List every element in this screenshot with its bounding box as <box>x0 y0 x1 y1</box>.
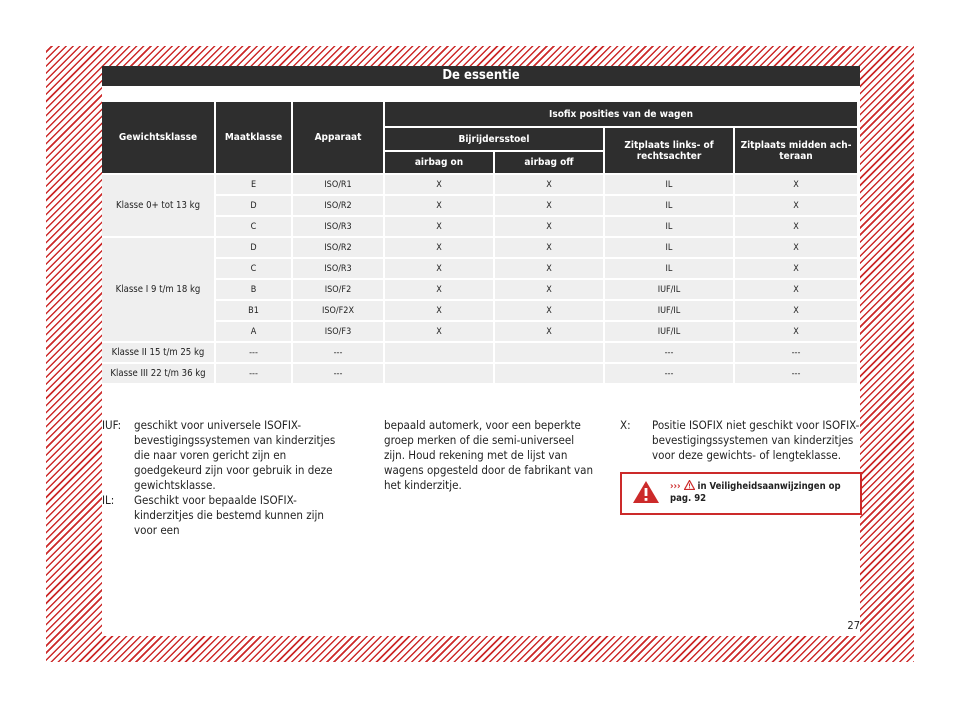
table-cell: X <box>735 280 857 299</box>
table-cell: X <box>735 196 857 215</box>
table-cell: IUF/IL <box>605 280 733 299</box>
table-cell: IL <box>605 175 733 194</box>
table-cell: ISO/F3 <box>293 322 383 341</box>
weight-class-cell: Klasse III 22 t/m 36 kg <box>102 364 214 383</box>
table-cell: X <box>495 259 603 278</box>
table-cell: IL <box>605 259 733 278</box>
header-passenger-seat: Bijrijdersstoel <box>385 128 603 150</box>
header-isofix-positions: Isofix posities van de wagen <box>385 102 857 126</box>
table-cell: ISO/R2 <box>293 238 383 257</box>
table-cell: B <box>216 280 291 299</box>
table-cell: X <box>735 259 857 278</box>
page-content <box>102 66 860 636</box>
weight-class-cell: Klasse 0+ tot 13 kg <box>102 175 214 236</box>
note-key: IL: <box>102 493 115 507</box>
weight-class-cell: Klasse II 15 t/m 25 kg <box>102 343 214 362</box>
note-text: geschikt voor universele ISOFIX-bevestigingssystemen van kinderzitjes die naar voren gericht zijn en goedgekeurd zijn voor gebruik in deze gewichtsklasse. <box>134 418 336 492</box>
table-cell: X <box>385 301 493 320</box>
table-cell: ISO/R3 <box>293 259 383 278</box>
table-cell: --- <box>293 343 383 362</box>
notes-column-2 <box>384 418 596 493</box>
note-text: Positie ISOFIX niet geschikt voor ISOFIX-bevestigingssystemen van kinderzitjes voor deze gewichts- of lengteklasse. <box>652 418 860 462</box>
note-iuf <box>102 418 342 493</box>
table-cell <box>385 364 493 383</box>
table-cell <box>495 343 603 362</box>
table-cell: ISO/R1 <box>293 175 383 194</box>
table-cell: X <box>495 238 603 257</box>
table-cell: IL <box>605 238 733 257</box>
table-cell: X <box>735 301 857 320</box>
table-cell: E <box>216 175 291 194</box>
table-cell: X <box>495 196 603 215</box>
table-cell: X <box>735 175 857 194</box>
note-text: Geschikt voor bepaalde ISOFIX-kinderzitjes die bestemd kunnen zijn voor een <box>134 493 324 537</box>
table-cell: ISO/F2 <box>293 280 383 299</box>
table-cell: X <box>735 217 857 236</box>
safety-reference-text[interactable] <box>670 480 855 505</box>
page-number: 27 <box>847 619 860 632</box>
header-rear-middle: Zitplaats midden ach-teraan <box>735 128 857 173</box>
table-cell: X <box>385 175 493 194</box>
table-row <box>102 364 857 383</box>
header-airbag-on: airbag on <box>385 152 493 173</box>
table-cell: --- <box>735 343 857 362</box>
warning-triangle-icon <box>632 480 660 504</box>
table-cell: IL <box>605 196 733 215</box>
table-cell: B1 <box>216 301 291 320</box>
table-row <box>102 196 857 215</box>
note-key: IUF: <box>102 418 122 432</box>
notes-column-1 <box>102 418 342 538</box>
header-airbag-off: airbag off <box>495 152 603 173</box>
table-cell: X <box>385 280 493 299</box>
table-cell: X <box>495 217 603 236</box>
notes-column-3 <box>620 418 860 463</box>
note-key: X: <box>620 418 631 432</box>
table-cell: X <box>735 322 857 341</box>
safety-reference-box <box>620 472 862 515</box>
table-cell: X <box>385 217 493 236</box>
header-rear-outer: Zitplaats links- of rechtsachter <box>605 128 733 173</box>
table-cell: X <box>385 259 493 278</box>
table-cell: C <box>216 217 291 236</box>
table-row <box>102 217 857 236</box>
table-row <box>102 301 857 320</box>
note-x <box>620 418 860 463</box>
table-cell: A <box>216 322 291 341</box>
section-header: De essentie <box>102 66 860 86</box>
reference-label: in Veiligheidsaanwijzingen op pag. 92 <box>670 481 841 504</box>
table-cell: IUF/IL <box>605 322 733 341</box>
small-warning-icon <box>684 480 695 490</box>
header-weight-class: Gewichtsklasse <box>102 102 214 173</box>
table-cell: X <box>495 322 603 341</box>
table-cell: D <box>216 238 291 257</box>
table-cell <box>385 343 493 362</box>
table-cell: IL <box>605 217 733 236</box>
table-cell: X <box>495 301 603 320</box>
table-row <box>102 322 857 341</box>
table-cell: --- <box>216 343 291 362</box>
weight-class-cell: Klasse I 9 t/m 18 kg <box>102 238 214 341</box>
table-cell: X <box>385 238 493 257</box>
table-cell: X <box>385 322 493 341</box>
header-device: Apparaat <box>293 102 383 173</box>
table-cell <box>495 364 603 383</box>
table-row <box>102 259 857 278</box>
table-cell: --- <box>605 343 733 362</box>
table-cell: --- <box>605 364 733 383</box>
header-size-class: Maatklasse <box>216 102 291 173</box>
table-cell: IUF/IL <box>605 301 733 320</box>
table-body <box>102 175 857 383</box>
table-cell: --- <box>735 364 857 383</box>
table-row <box>102 175 857 194</box>
table-cell: ISO/R2 <box>293 196 383 215</box>
note-il <box>102 493 342 538</box>
table-row <box>102 343 857 362</box>
table-cell: C <box>216 259 291 278</box>
table-cell: D <box>216 196 291 215</box>
table-cell: --- <box>293 364 383 383</box>
table-cell: X <box>385 196 493 215</box>
table-cell: --- <box>216 364 291 383</box>
table-cell: ISO/F2X <box>293 301 383 320</box>
arrows-icon: ››› <box>670 481 681 492</box>
table-cell: X <box>735 238 857 257</box>
isofix-table <box>100 100 859 385</box>
table-cell: X <box>495 175 603 194</box>
table-row <box>102 280 857 299</box>
table-row <box>102 238 857 257</box>
note-continuation: bepaald automerk, voor een beperkte groep merken of die semi-universeel zijn. Houd rekening met de lijst van wagens opgesteld door de fabrikant van het kinderzitje. <box>384 418 594 492</box>
table-cell: X <box>495 280 603 299</box>
table-cell: ISO/R3 <box>293 217 383 236</box>
